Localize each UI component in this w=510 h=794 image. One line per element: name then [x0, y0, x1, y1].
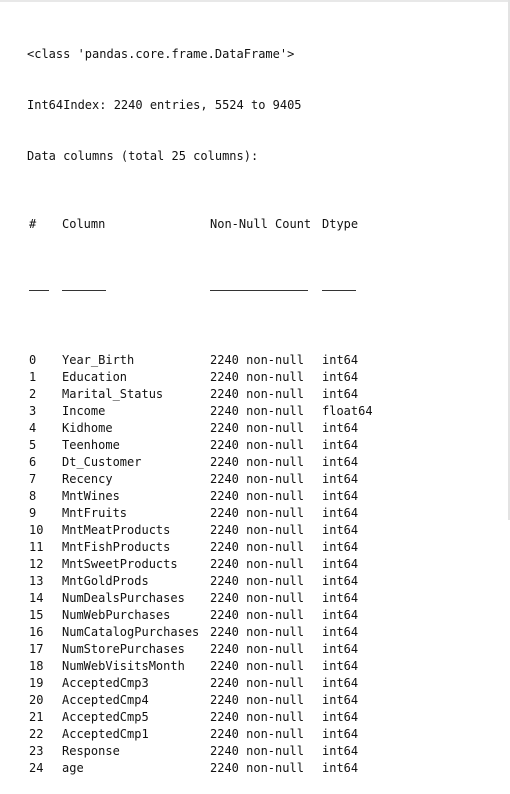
row-column-name: Kidhome: [62, 421, 113, 435]
row-column-name: Teenhome: [62, 438, 120, 452]
row-non-null-count: 2240 non-null: [210, 523, 304, 537]
row-non-null-count: 2240 non-null: [210, 455, 304, 469]
separator-index: [29, 290, 49, 291]
row-non-null-count: 2240 non-null: [210, 693, 304, 707]
row-column-name: Dt_Customer: [62, 455, 142, 469]
row-non-null-count: 2240 non-null: [210, 506, 304, 520]
table-row: [27, 641, 359, 658]
row-index: 15: [29, 608, 44, 622]
row-dtype: int64: [322, 387, 359, 401]
table-row: [27, 709, 359, 726]
row-dtype: int64: [322, 523, 359, 537]
table-row: [27, 522, 359, 539]
header-column: Column: [62, 217, 106, 231]
row-index: 3: [29, 404, 37, 418]
header-index: #: [29, 217, 37, 231]
row-dtype: int64: [322, 710, 359, 724]
row-column-name: MntSweetProducts: [62, 557, 178, 571]
table-row: [27, 760, 359, 777]
row-index: 6: [29, 455, 37, 469]
row-non-null-count: 2240 non-null: [210, 472, 304, 486]
row-dtype: int64: [322, 506, 359, 520]
table-header-row: [27, 216, 359, 233]
table-row: [27, 607, 359, 624]
row-dtype: int64: [322, 370, 359, 384]
table-separator-row: [27, 284, 302, 301]
row-index: 13: [29, 574, 44, 588]
row-non-null-count: 2240 non-null: [210, 438, 304, 452]
output-top-border: [0, 0, 510, 2]
row-dtype: int64: [322, 557, 359, 571]
row-index: 12: [29, 557, 44, 571]
row-column-name: NumCatalogPurchases: [62, 625, 200, 639]
index-line: Int64Index: 2240 entries, 5524 to 9405: [27, 98, 302, 112]
row-non-null-count: 2240 non-null: [210, 625, 304, 639]
table-row: [27, 692, 359, 709]
row-dtype: int64: [322, 540, 359, 554]
row-non-null-count: 2240 non-null: [210, 404, 304, 418]
row-index: 4: [29, 421, 37, 435]
columns-count-line: Data columns (total 25 columns):: [27, 149, 259, 163]
table-row: [27, 590, 359, 607]
row-non-null-count: 2240 non-null: [210, 744, 304, 758]
row-column-name: MntGoldProds: [62, 574, 149, 588]
row-index: 1: [29, 370, 37, 384]
row-non-null-count: 2240 non-null: [210, 608, 304, 622]
row-index: 20: [29, 693, 44, 707]
table-row: [27, 539, 359, 556]
row-dtype: int64: [322, 761, 359, 775]
row-dtype: int64: [322, 455, 359, 469]
row-column-name: Marital_Status: [62, 387, 164, 401]
row-dtype: int64: [322, 693, 359, 707]
table-row: [27, 471, 359, 488]
row-index: 11: [29, 540, 44, 554]
row-non-null-count: 2240 non-null: [210, 574, 304, 588]
table-row: [27, 624, 359, 641]
table-row: [27, 369, 359, 386]
row-dtype: int64: [322, 438, 359, 452]
row-index: 7: [29, 472, 37, 486]
row-dtype: int64: [322, 676, 359, 690]
row-index: 9: [29, 506, 37, 520]
table-row: [27, 556, 359, 573]
row-column-name: Year_Birth: [62, 353, 135, 367]
row-index: 2: [29, 387, 37, 401]
row-index: 10: [29, 523, 44, 537]
table-row: [27, 437, 359, 454]
row-non-null-count: 2240 non-null: [210, 642, 304, 656]
row-dtype: int64: [322, 659, 359, 673]
table-row: [27, 658, 359, 675]
row-column-name: MntMeatProducts: [62, 523, 171, 537]
header-dtype: Dtype: [322, 217, 359, 231]
row-dtype: float64: [322, 404, 373, 418]
table-row: [27, 573, 359, 590]
row-non-null-count: 2240 non-null: [210, 353, 304, 367]
row-column-name: age: [62, 761, 84, 775]
row-column-name: AcceptedCmp1: [62, 727, 149, 741]
row-index: 0: [29, 353, 37, 367]
row-column-name: MntWines: [62, 489, 120, 503]
row-column-name: Education: [62, 370, 128, 384]
table-row: [27, 488, 359, 505]
row-column-name: AcceptedCmp5: [62, 710, 149, 724]
table-row: [27, 352, 359, 369]
row-non-null-count: 2240 non-null: [210, 591, 304, 605]
row-dtype: int64: [322, 727, 359, 741]
row-column-name: MntFishProducts: [62, 540, 171, 554]
row-non-null-count: 2240 non-null: [210, 659, 304, 673]
table-body: [27, 352, 373, 777]
row-index: 22: [29, 727, 44, 741]
table-row: [27, 726, 359, 743]
row-dtype: int64: [322, 642, 359, 656]
table-row: [27, 454, 359, 471]
row-index: 14: [29, 591, 44, 605]
row-column-name: Response: [62, 744, 120, 758]
row-non-null-count: 2240 non-null: [210, 489, 304, 503]
row-dtype: int64: [322, 489, 359, 503]
row-dtype: int64: [322, 608, 359, 622]
table-row: [27, 675, 359, 692]
row-index: 16: [29, 625, 44, 639]
row-column-name: Recency: [62, 472, 113, 486]
row-dtype: int64: [322, 472, 359, 486]
row-dtype: int64: [322, 744, 359, 758]
row-non-null-count: 2240 non-null: [210, 676, 304, 690]
row-non-null-count: 2240 non-null: [210, 557, 304, 571]
row-non-null-count: 2240 non-null: [210, 540, 304, 554]
row-index: 19: [29, 676, 44, 690]
row-index: 17: [29, 642, 44, 656]
row-column-name: NumStorePurchases: [62, 642, 185, 656]
table-row: [27, 403, 373, 420]
row-column-name: NumDealsPurchases: [62, 591, 185, 605]
row-dtype: int64: [322, 353, 359, 367]
row-column-name: Income: [62, 404, 106, 418]
row-non-null-count: 2240 non-null: [210, 421, 304, 435]
row-dtype: int64: [322, 625, 359, 639]
separator-column: [62, 290, 106, 291]
row-non-null-count: 2240 non-null: [210, 761, 304, 775]
separator-dtype: [322, 290, 356, 291]
row-dtype: int64: [322, 574, 359, 588]
row-non-null-count: 2240 non-null: [210, 370, 304, 384]
table-row: [27, 505, 359, 522]
row-index: 18: [29, 659, 44, 673]
row-column-name: AcceptedCmp3: [62, 676, 149, 690]
row-dtype: int64: [322, 591, 359, 605]
row-index: 5: [29, 438, 37, 452]
row-index: 23: [29, 744, 44, 758]
row-index: 8: [29, 489, 37, 503]
row-column-name: NumWebVisitsMonth: [62, 659, 185, 673]
row-index: 24: [29, 761, 44, 775]
row-dtype: int64: [322, 421, 359, 435]
table-row: [27, 743, 359, 760]
row-index: 21: [29, 710, 44, 724]
row-non-null-count: 2240 non-null: [210, 710, 304, 724]
table-row: [27, 420, 359, 437]
class-line: <class 'pandas.core.frame.DataFrame'>: [27, 47, 295, 61]
row-column-name: MntFruits: [62, 506, 128, 520]
dataframe-info-output: [27, 12, 373, 794]
row-non-null-count: 2240 non-null: [210, 387, 304, 401]
row-column-name: NumWebPurchases: [62, 608, 171, 622]
row-non-null-count: 2240 non-null: [210, 727, 304, 741]
table-row: [27, 386, 359, 403]
header-non-null-count: Non-Null Count: [210, 217, 312, 231]
separator-non-null-count: [210, 290, 308, 291]
row-column-name: AcceptedCmp4: [62, 693, 149, 707]
